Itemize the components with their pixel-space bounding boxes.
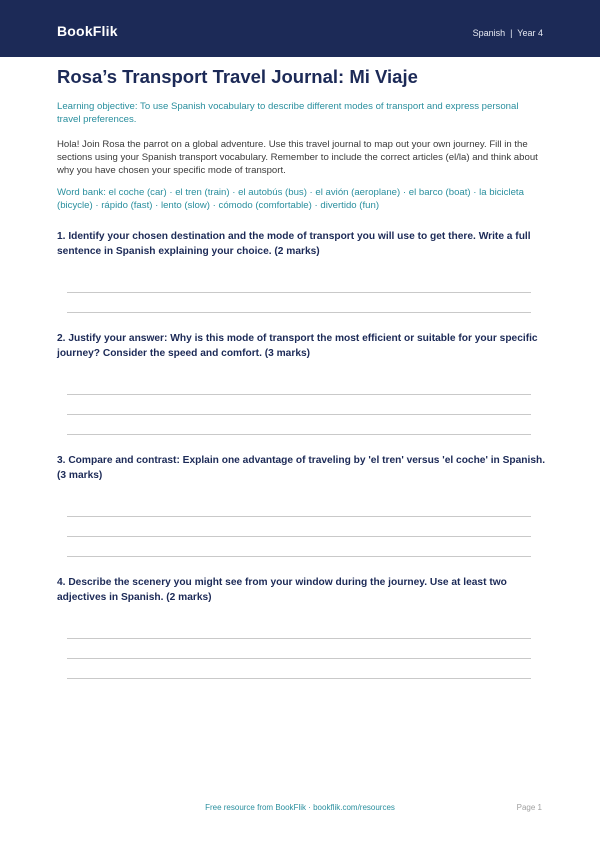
answer-line[interactable]: [67, 312, 531, 313]
question-2: 2. Justify your answer: Why is this mode of transport the most efficient or suitable for your specific journey? Consider the speed and comfort. (3 marks): [57, 333, 538, 359]
answer-line[interactable]: [67, 516, 531, 517]
answer-line[interactable]: [67, 658, 531, 659]
answer-line[interactable]: [67, 678, 531, 679]
page-header: [0, 0, 600, 57]
answer-line[interactable]: [67, 536, 531, 537]
answer-line[interactable]: [67, 414, 531, 415]
year-label: Year 4: [517, 28, 543, 38]
subject-label: Spanish: [472, 28, 506, 38]
answer-line[interactable]: [67, 292, 531, 293]
page-title: Rosa’s Transport Travel Journal: Mi Viaje: [57, 66, 418, 87]
learning-objective: Learning objective: To use Spanish vocabulary to describe different modes of transport and express personal travel preferences.: [57, 101, 519, 125]
answer-line[interactable]: [67, 394, 531, 395]
brand-logo-text: BookFlik: [57, 23, 118, 39]
intro-text: Hola! Join Rosa the parrot on a global adventure. Use this travel journal to map out your own journey. Fill in the sections using your Spanish transport vocabulary. Remember to include the correct articles (el/la) and think about why you have chosen your specific mode of transport.: [57, 139, 538, 176]
question-1: 1. Identify your chosen destination and the mode of transport you will use to get there. Write a full sentence in Spanish explaining your choice. (2 marks): [57, 231, 531, 257]
answer-line[interactable]: [67, 556, 531, 557]
footer-link[interactable]: Free resource from BookFlik · bookflik.com/resources: [205, 803, 395, 812]
subject-year-label: [473, 28, 543, 38]
answer-line[interactable]: [67, 434, 531, 435]
question-3: 3. Compare and contrast: Explain one advantage of traveling by 'el tren' versus 'el coche' in Spanish. (3 marks): [57, 455, 546, 481]
meta-separator: |: [510, 28, 513, 38]
word-bank: Word bank: el coche (car) · el tren (train) · el autobús (bus) · el avión (aeroplane) · el barco (boat) · la bicicleta (bicycle) · rápido (fast) · lento (slow) · cómodo (comfortable) · divertido (fun): [57, 187, 524, 211]
page-number: Page 1: [516, 803, 542, 812]
answer-line[interactable]: [67, 638, 531, 639]
question-4: 4. Describe the scenery you might see from your window during the journey. Use at least two adjectives in Spanish. (2 marks): [57, 577, 507, 603]
